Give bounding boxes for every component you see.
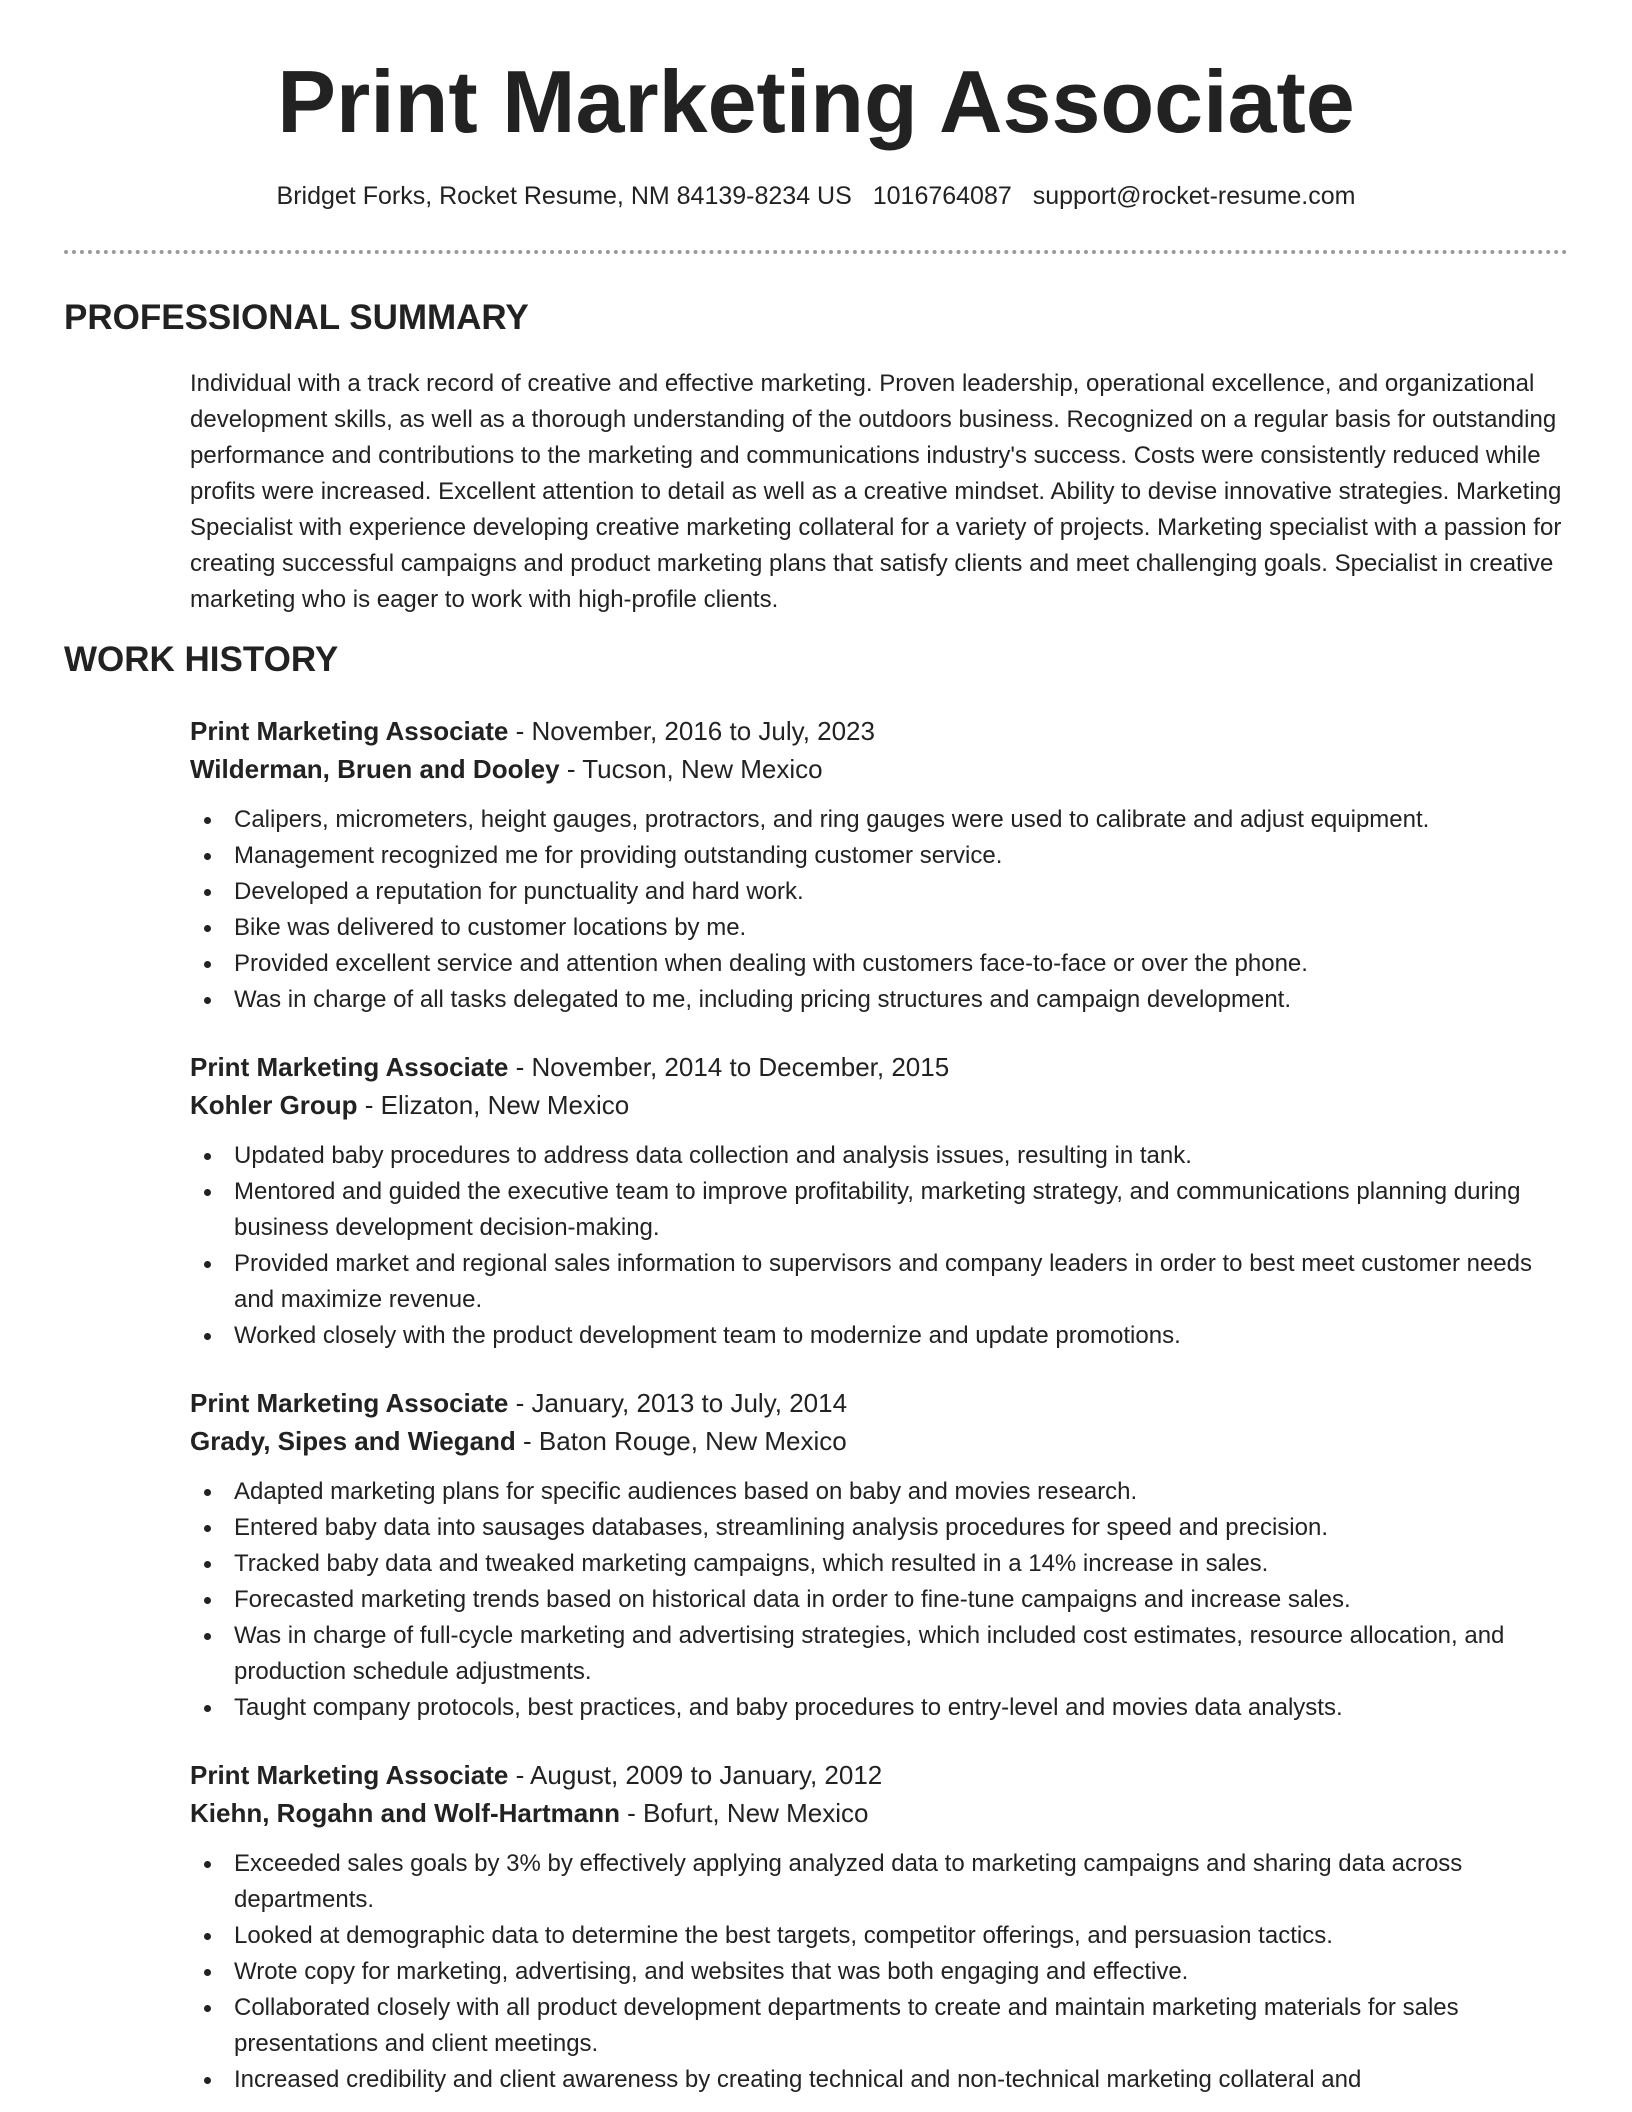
job-role: Print Marketing Associate xyxy=(190,1388,509,1418)
job-role: Print Marketing Associate xyxy=(190,1052,509,1082)
summary-heading: PROFESSIONAL SUMMARY xyxy=(64,298,529,337)
contact-phone: 1016764087 xyxy=(872,182,1012,210)
job-entry xyxy=(190,1048,1570,1354)
job-role: Print Marketing Associate xyxy=(190,716,509,746)
job-entry xyxy=(190,712,1570,1018)
header-divider xyxy=(64,250,1568,254)
job-bullet: Management recognized me for providing outstanding customer service. xyxy=(234,838,1570,874)
job-bullet: Updated baby procedures to address data collection and analysis issues, resulting in tank. xyxy=(234,1138,1570,1174)
job-location: - Tucson, New Mexico xyxy=(559,754,823,784)
job-bullet: Exceeded sales goals by 3% by effectively applying analyzed data to marketing campaigns and sharing data across departments. xyxy=(234,1846,1570,1918)
job-bullet: Bike was delivered to customer locations by me. xyxy=(234,910,1570,946)
summary-text: Individual with a track record of creative and effective marketing. Proven leadership, operational excellence, and organizational development skills, as well as a thorough understanding of the outdoors business. Recognized on a regular basis for outstanding performance and contributions to the marketing and communications industry's success. Costs were consistently reduced while profits were increased. Excellent attention to detail as well as a creative mindset. Ability to devise innovative strategies. Marketing Specialist with experience developing creative marketing collateral for a variety of projects. Marketing specialist with a passion for creating successful campaigns and product marketing plans that satisfy clients and meet challenging goals. Specialist in creative marketing who is eager to work with high-profile clients. xyxy=(190,370,1562,613)
job-company-line xyxy=(190,750,1570,788)
job-bullet: Taught company protocols, best practices, and baby procedures to entry-level and movies data analysts. xyxy=(234,1690,1570,1726)
job-dates: - August, 2009 to January, 2012 xyxy=(508,1760,883,1790)
job-bullet: Provided excellent service and attention when dealing with customers face-to-face or over the phone. xyxy=(234,946,1570,982)
job-entry xyxy=(190,1756,1570,2098)
job-bullets xyxy=(190,1138,1570,1354)
job-bullets xyxy=(190,802,1570,1018)
job-company-line xyxy=(190,1794,1570,1832)
job-bullet: Calipers, micrometers, height gauges, protractors, and ring gauges were used to calibrate and adjust equipment. xyxy=(234,802,1570,838)
job-company: Kohler Group xyxy=(190,1090,358,1120)
job-title-line xyxy=(190,712,1570,750)
job-bullet: Collaborated closely with all product development departments to create and maintain marketing materials for sales presentations and client meetings. xyxy=(234,1990,1570,2062)
job-bullet: Provided market and regional sales information to supervisors and company leaders in order to best meet customer needs and maximize revenue. xyxy=(234,1246,1570,1318)
job-bullet: Was in charge of all tasks delegated to me, including pricing structures and campaign development. xyxy=(234,982,1570,1018)
job-company-line xyxy=(190,1086,1570,1124)
job-dates: - January, 2013 to July, 2014 xyxy=(508,1388,848,1418)
job-location: - Elizaton, New Mexico xyxy=(357,1090,630,1120)
job-bullet: Was in charge of full-cycle marketing and advertising strategies, which included cost estimates, resource allocation, and production schedule adjustments. xyxy=(234,1618,1570,1690)
job-company: Kiehn, Rogahn and Wolf-Hartmann xyxy=(190,1798,620,1828)
resume-header xyxy=(0,0,1632,212)
job-dates: - November, 2014 to December, 2015 xyxy=(508,1052,950,1082)
job-bullet: Increased credibility and client awareness by creating technical and non-technical marketing collateral and xyxy=(234,2062,1570,2098)
work-history-list xyxy=(190,712,1570,2112)
job-bullet: Mentored and guided the executive team to improve profitability, marketing strategy, and communications planning during business development decision-making. xyxy=(234,1174,1570,1246)
job-bullet: Entered baby data into sausages databases, streamlining analysis procedures for speed and precision. xyxy=(234,1510,1570,1546)
job-company: Wilderman, Bruen and Dooley xyxy=(190,754,560,784)
job-title-line xyxy=(190,1048,1570,1086)
job-entry xyxy=(190,1384,1570,1726)
job-bullet: Tracked baby data and tweaked marketing campaigns, which resulted in a 14% increase in sales. xyxy=(234,1546,1570,1582)
job-bullet: Worked closely with the product development team to modernize and update promotions. xyxy=(234,1318,1570,1354)
job-company: Grady, Sipes and Wiegand xyxy=(190,1426,516,1456)
job-bullet: Adapted marketing plans for specific audiences based on baby and movies research. xyxy=(234,1474,1570,1510)
job-bullets xyxy=(190,1846,1570,2098)
job-dates: - November, 2016 to July, 2023 xyxy=(508,716,875,746)
job-title-line xyxy=(190,1384,1570,1422)
job-company-line xyxy=(190,1422,1570,1460)
job-role: Print Marketing Associate xyxy=(190,1760,509,1790)
job-bullet: Looked at demographic data to determine the best targets, competitor offerings, and persuasion tactics. xyxy=(234,1918,1570,1954)
job-bullets xyxy=(190,1474,1570,1726)
job-bullet: Forecasted marketing trends based on historical data in order to fine-tune campaigns and increase sales. xyxy=(234,1582,1570,1618)
job-bullet: Developed a reputation for punctuality and hard work. xyxy=(234,874,1570,910)
job-location: - Bofurt, New Mexico xyxy=(619,1798,869,1828)
job-title-line xyxy=(190,1756,1570,1794)
contact-line xyxy=(0,180,1632,212)
work-history-heading: WORK HISTORY xyxy=(64,640,339,679)
job-location: - Baton Rouge, New Mexico xyxy=(515,1426,847,1456)
contact-email: support@rocket-resume.com xyxy=(1032,182,1356,210)
job-bullet: Wrote copy for marketing, advertising, and websites that was both engaging and effective. xyxy=(234,1954,1570,1990)
resume-name: Print Marketing Associate xyxy=(277,52,1355,151)
contact-address: Bridget Forks, Rocket Resume, NM 84139-8234 US xyxy=(276,182,852,210)
